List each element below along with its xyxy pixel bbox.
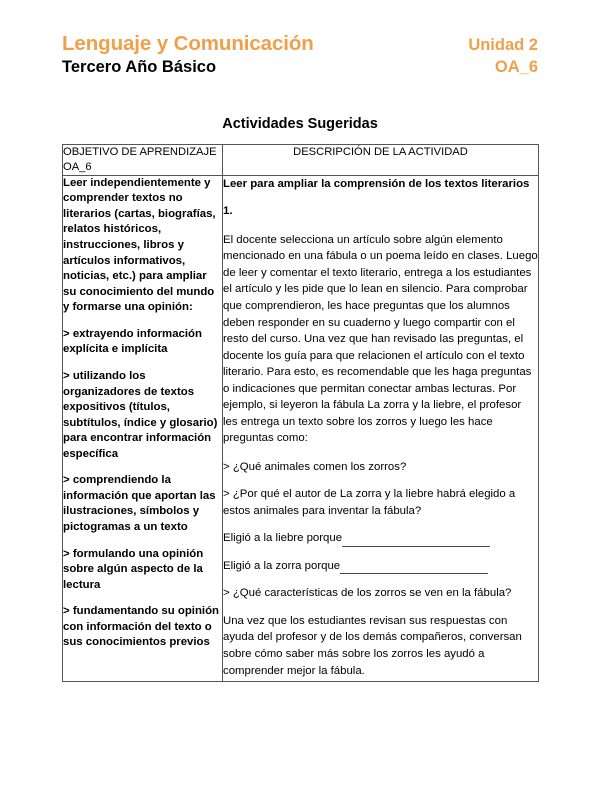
activity-question-3: > ¿Qué características de los zorros se ven en la fábula? [223, 587, 512, 600]
objective-bullet-3: > comprendiendo la información que aportan las ilustraciones, símbolos y pictogramas a un texto [63, 474, 216, 534]
column-header-description: DESCRIPCIÓN DE LA ACTIVIDAD [223, 145, 539, 176]
activity-closing-text: Una vez que los estudiantes revisan sus respuestas con ayuda del profesor y de los demás compañeros, conversan sobre cómo saber más sobre los zorros les ayudó a comprender mejor la fábula. [223, 614, 522, 677]
objective-cell [63, 175, 223, 681]
fill-in-zorra [223, 558, 538, 575]
activity-cell [223, 175, 539, 681]
table-header-row [63, 145, 539, 176]
objective-bullet-4: > formulando una opinión sobre algún aspecto de la lectura [63, 547, 204, 591]
document-header [62, 33, 538, 89]
objective-bullet-2: > utilizando los organizadores de textos expositivos (títulos, subtítulos, índice y glosario) para encontrar información específica [63, 369, 218, 460]
activity-question-2: > ¿Por qué el autor de La zorra y la liebre habrá elegido a estos animales para inventar la fábula? [223, 488, 516, 517]
activity-body-text: El docente selecciona un artículo sobre algún elemento mencionado en una fábula o un poema leído en clases. Luego de leer y comentar el texto literario, entrega a los estudiantes el artículo y les pide que lo lean en silencio. Para comprobar que comprendieron, les hace preguntas que los alumnos deben responder en su cuaderno y luego compartir con el resto del curso. Una vez que han revisado las preguntas, el docente los guía para que relacionen el artículo con el texto literario. Para esto, es recomendable que les haga preguntas o indicaciones que permitan conectar ambas lecturas. Por ejemplo, si leyeron la fábula La zorra y la liebre, el profesor les entrega un texto sobre los zorros y luego les hace preguntas como: [223, 233, 538, 445]
fill-in-liebre-label: Eligió a la liebre porque [223, 532, 343, 545]
objective-bullet-1: > extrayendo información explícita e implícita [63, 327, 202, 356]
unit-label: Unidad 2 [468, 36, 538, 54]
activity-number: 1. [223, 205, 233, 218]
grade-level: Tercero Año Básico [62, 57, 217, 76]
activities-table [62, 144, 539, 682]
column-header-objective: OBJETIVO DE APRENDIZAJE OA_6 [63, 145, 223, 176]
subject-title: Lenguaje y Comunicación [62, 32, 314, 55]
oa-code: OA_6 [494, 57, 538, 76]
activity-question-1: > ¿Qué animales comen los zorros? [223, 460, 407, 473]
header-row-primary [62, 33, 538, 56]
fill-in-zorra-label: Eligió a la zorra porque [223, 559, 341, 572]
fill-in-liebre-blank[interactable] [342, 536, 490, 547]
objective-bullet-5: > fundamentando su opinión con información del texto o sus conocimientos previos [63, 605, 219, 649]
page-title: Actividades Sugeridas [222, 116, 378, 132]
activity-heading: Leer para ampliar la comprensión de los textos literarios [223, 177, 530, 190]
objective-paragraph-main: Leer independientemente y comprender textos no literarios (cartas, biografías, relatos históricos, instrucciones, libros y artículos informativos, noticias, etc.) para ampliar su conocimiento del mundo y formarse una opinión: [63, 176, 216, 314]
fill-in-zorra-blank[interactable] [340, 564, 488, 575]
fill-in-liebre [223, 530, 538, 547]
table-row [63, 175, 539, 681]
header-row-secondary [62, 58, 538, 76]
